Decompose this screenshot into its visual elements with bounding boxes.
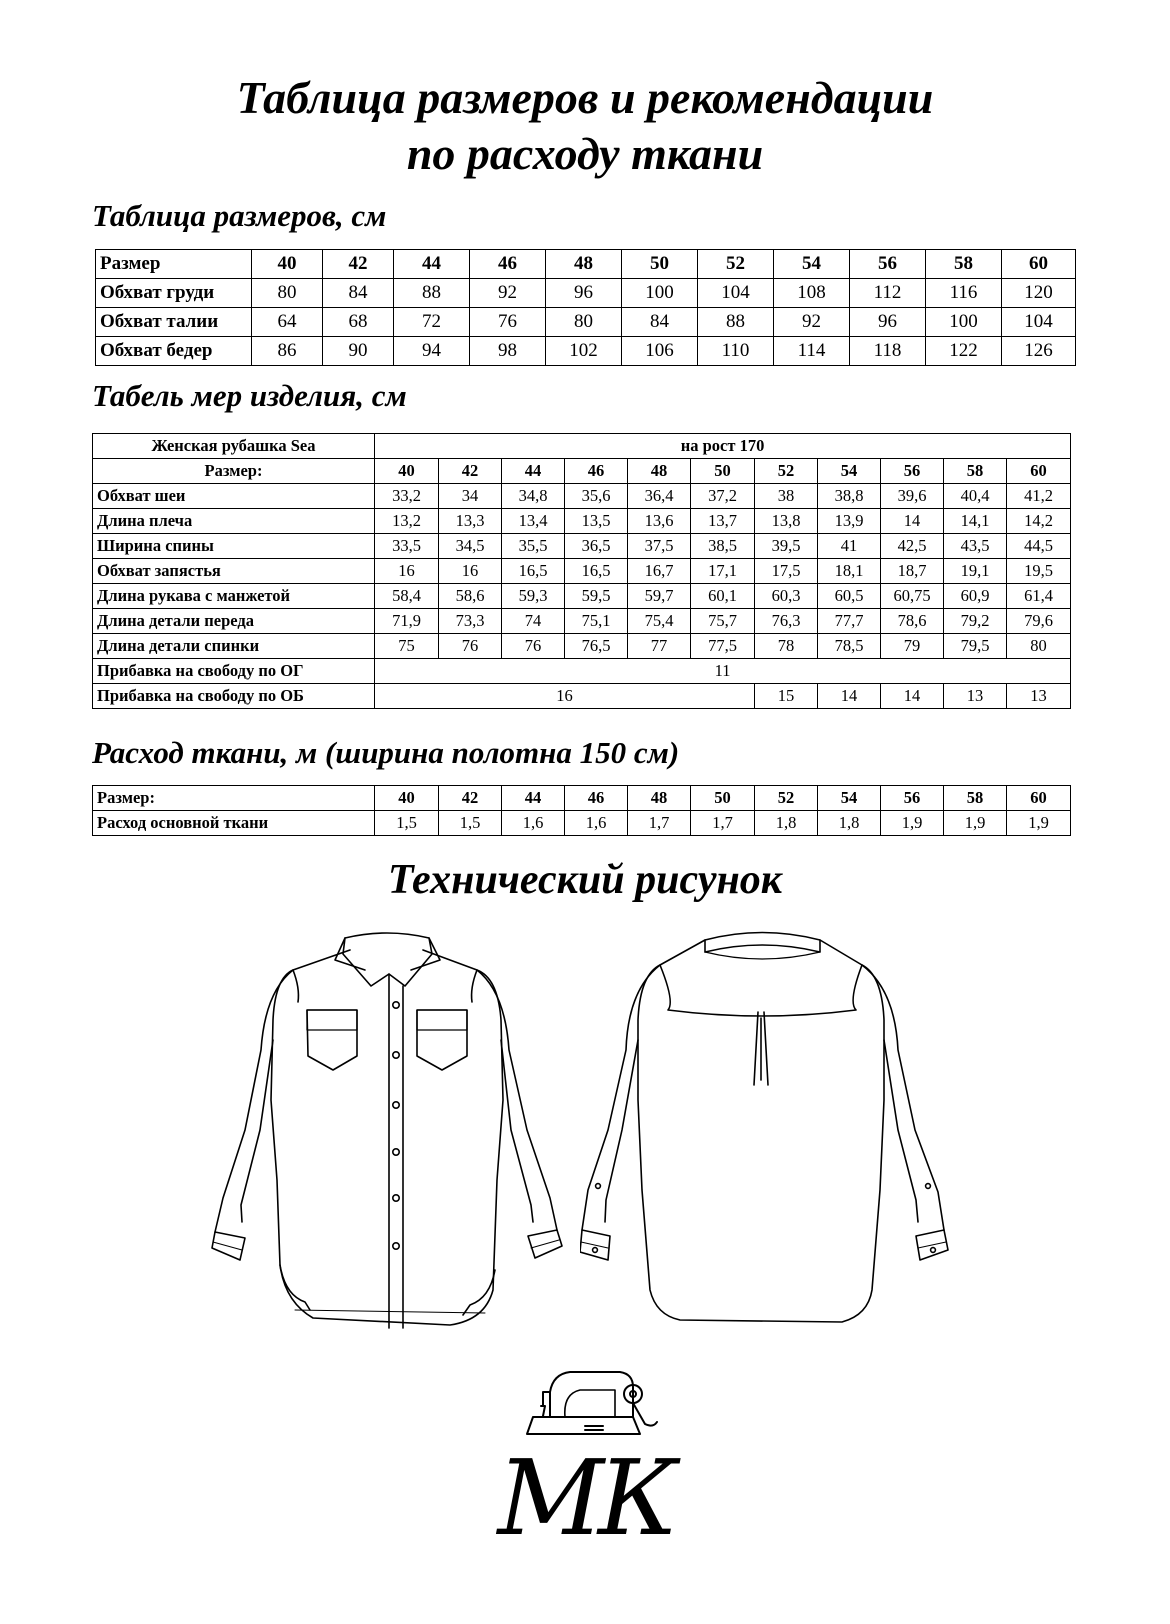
table-cell: 59,5: [565, 584, 628, 609]
row-label: Длина детали спинки: [93, 634, 375, 659]
table-cell: 58,4: [375, 584, 439, 609]
sewing-machine-icon: [525, 1362, 660, 1442]
table-cell: 102: [546, 337, 622, 366]
product-name: Женская рубашка Sea: [93, 434, 375, 459]
table-row: [93, 534, 1071, 559]
technical-drawing-heading: Технический рисунок: [387, 857, 783, 903]
merged-cell: 16: [375, 684, 755, 709]
table-cell: 80: [252, 279, 323, 308]
table-cell: 35,5: [502, 534, 565, 559]
table-cell: 60,5: [818, 584, 881, 609]
table-cell: 96: [546, 279, 622, 308]
table-cell: 75: [375, 634, 439, 659]
table-cell: 79,2: [944, 609, 1007, 634]
size-header-cell: 46: [565, 459, 628, 484]
table-cell: 40,4: [944, 484, 1007, 509]
table-cell: 75,7: [691, 609, 755, 634]
table-cell: 13,3: [439, 509, 502, 534]
size-header-cell: 48: [546, 250, 622, 279]
table-cell: 73,3: [439, 609, 502, 634]
table-cell: 68: [323, 308, 394, 337]
table-cell: 86: [252, 337, 323, 366]
table-cell: 17,5: [755, 559, 818, 584]
table-cell: 13,8: [755, 509, 818, 534]
size-header-cell: 40: [252, 250, 323, 279]
size-header-cell: 60: [1002, 250, 1076, 279]
table-cell: 76: [470, 308, 546, 337]
table-cell: 1,9: [881, 811, 944, 836]
row-label: Обхват бедер: [96, 337, 252, 366]
table-cell: 100: [926, 308, 1002, 337]
row-label: Прибавка на свободу по ОБ: [93, 684, 375, 709]
table-cell: 41: [818, 534, 881, 559]
table-cell: 104: [698, 279, 774, 308]
table-header-row: [93, 459, 1071, 484]
sizes-table: [95, 249, 1076, 366]
size-header-cell: 52: [755, 459, 818, 484]
table-cell: 14,1: [944, 509, 1007, 534]
table-cell: 79,5: [944, 634, 1007, 659]
table-header-row: [96, 250, 1076, 279]
table-cell: 60,75: [881, 584, 944, 609]
table-cell: 126: [1002, 337, 1076, 366]
size-header-cell: 40: [375, 459, 439, 484]
size-header-cell: 56: [881, 786, 944, 811]
table-cell: 14: [881, 509, 944, 534]
table-cell: 39,5: [755, 534, 818, 559]
table-cell: 88: [394, 279, 470, 308]
table-cell: 72: [394, 308, 470, 337]
table-header-row: [93, 786, 1071, 811]
table-cell: 17,1: [691, 559, 755, 584]
size-header-cell: 52: [698, 250, 774, 279]
table-row: [93, 634, 1071, 659]
row-label: Расход основной ткани: [93, 811, 375, 836]
size-header-cell: 42: [439, 786, 502, 811]
table-cell: 14,2: [1007, 509, 1071, 534]
table-cell: 33,2: [375, 484, 439, 509]
size-header-cell: 58: [944, 786, 1007, 811]
table-cell: 60,1: [691, 584, 755, 609]
table-cell: 59,7: [628, 584, 691, 609]
table-cell: 13,2: [375, 509, 439, 534]
garment-table-heading: Табель мер изделия, см: [92, 378, 407, 413]
size-header-cell: 44: [502, 786, 565, 811]
table-row: [96, 308, 1076, 337]
table-caption-row: [93, 434, 1071, 459]
table-cell: 38,8: [818, 484, 881, 509]
table-cell: 13,7: [691, 509, 755, 534]
merged-cell: 11: [375, 659, 1071, 684]
table-cell: 92: [470, 279, 546, 308]
size-header-cell: 42: [323, 250, 394, 279]
logo-monogram: МК: [497, 1437, 673, 1559]
table-row: [93, 484, 1071, 509]
size-header-cell: 54: [774, 250, 850, 279]
table-cell: 116: [926, 279, 1002, 308]
table-cell: 64: [252, 308, 323, 337]
table-cell: 16: [439, 559, 502, 584]
table-cell: 14: [818, 684, 881, 709]
table-cell: 79: [881, 634, 944, 659]
table-cell: 1,6: [502, 811, 565, 836]
table-row: [93, 509, 1071, 534]
table-cell: 13,4: [502, 509, 565, 534]
table-cell: 16: [375, 559, 439, 584]
table-cell: 106: [622, 337, 698, 366]
row-label: Ширина спины: [93, 534, 375, 559]
table-cell: 71,9: [375, 609, 439, 634]
size-header-cell: 50: [691, 459, 755, 484]
page-title-line2: по расходу ткани: [406, 128, 764, 179]
table-row: [93, 811, 1071, 836]
table-cell: 1,7: [628, 811, 691, 836]
table-cell: 39,6: [881, 484, 944, 509]
table-cell: 108: [774, 279, 850, 308]
size-header-cell: 48: [628, 786, 691, 811]
fabric-table-heading: Расход ткани, м (ширина полотна 150 см): [92, 735, 680, 770]
table-row: [93, 609, 1071, 634]
row-label: Обхват запястья: [93, 559, 375, 584]
table-cell: 74: [502, 609, 565, 634]
table-cell: 118: [850, 337, 926, 366]
table-cell: 98: [470, 337, 546, 366]
page-title-line1: Таблица размеров и рекомендации: [236, 72, 934, 123]
table-cell: 16,5: [565, 559, 628, 584]
table-cell: 76: [439, 634, 502, 659]
size-header-cell: 44: [394, 250, 470, 279]
table-cell: 44,5: [1007, 534, 1071, 559]
table-cell: 77,7: [818, 609, 881, 634]
table-cell: 100: [622, 279, 698, 308]
table-cell: 16,5: [502, 559, 565, 584]
shirt-back-drawing: [580, 930, 950, 1360]
row-label: Обхват шеи: [93, 484, 375, 509]
table-cell: 78,6: [881, 609, 944, 634]
size-header-cell: 58: [926, 250, 1002, 279]
size-header-cell: 58: [944, 459, 1007, 484]
table-cell: 1,5: [439, 811, 502, 836]
table-cell: 60,9: [944, 584, 1007, 609]
table-cell: 36,4: [628, 484, 691, 509]
table-cell: 1,7: [691, 811, 755, 836]
size-header-cell: 40: [375, 786, 439, 811]
table-cell: 76: [502, 634, 565, 659]
table-cell: 76,5: [565, 634, 628, 659]
table-cell: 13: [1007, 684, 1071, 709]
row-label: Обхват талии: [96, 308, 252, 337]
table-cell: 19,5: [1007, 559, 1071, 584]
table-cell: 42,5: [881, 534, 944, 559]
table-cell: 15: [755, 684, 818, 709]
table-cell: 19,1: [944, 559, 1007, 584]
row-label: Длина рукава с манжетой: [93, 584, 375, 609]
table-cell: 35,6: [565, 484, 628, 509]
table-cell: 37,2: [691, 484, 755, 509]
table-cell: 104: [1002, 308, 1076, 337]
size-header-cell: 60: [1007, 786, 1071, 811]
size-header-cell: 44: [502, 459, 565, 484]
table-cell: 78,5: [818, 634, 881, 659]
table-row: [96, 337, 1076, 366]
table-cell: 75,1: [565, 609, 628, 634]
table-row: [96, 279, 1076, 308]
table-cell: 1,9: [1007, 811, 1071, 836]
size-header-cell: 46: [470, 250, 546, 279]
table-cell: 13: [944, 684, 1007, 709]
table-row: [93, 559, 1071, 584]
table-row: [93, 684, 1071, 709]
table-cell: 75,4: [628, 609, 691, 634]
table-cell: 1,6: [565, 811, 628, 836]
table-cell: 94: [394, 337, 470, 366]
table-cell: 34,8: [502, 484, 565, 509]
table-cell: 1,5: [375, 811, 439, 836]
table-cell: 88: [698, 308, 774, 337]
table-cell: 122: [926, 337, 1002, 366]
size-header-cell: 52: [755, 786, 818, 811]
sizes-table-heading: Таблица размеров, см: [92, 198, 387, 233]
table-cell: 13,6: [628, 509, 691, 534]
table-cell: 36,5: [565, 534, 628, 559]
table-cell: 16,7: [628, 559, 691, 584]
table-cell: 37,5: [628, 534, 691, 559]
table-cell: 13,9: [818, 509, 881, 534]
table-cell: 1,8: [755, 811, 818, 836]
table-cell: 14: [881, 684, 944, 709]
row-label: Длина детали переда: [93, 609, 375, 634]
size-header-cell: 54: [818, 459, 881, 484]
table-cell: 96: [850, 308, 926, 337]
table-cell: 1,9: [944, 811, 1007, 836]
table-cell: 34: [439, 484, 502, 509]
table-cell: 79,6: [1007, 609, 1071, 634]
table-cell: 13,5: [565, 509, 628, 534]
table-cell: 1,8: [818, 811, 881, 836]
table-cell: 41,2: [1007, 484, 1071, 509]
table-row: [93, 584, 1071, 609]
table-cell: 76,3: [755, 609, 818, 634]
table-cell: 110: [698, 337, 774, 366]
table-cell: 78: [755, 634, 818, 659]
size-header-cell: 56: [881, 459, 944, 484]
table-cell: 90: [323, 337, 394, 366]
size-header-cell: 42: [439, 459, 502, 484]
height-label: на рост 170: [375, 434, 1071, 459]
table-cell: 92: [774, 308, 850, 337]
table-cell: 84: [323, 279, 394, 308]
table-cell: 77: [628, 634, 691, 659]
table-cell: 60,3: [755, 584, 818, 609]
size-header-cell: 50: [622, 250, 698, 279]
fabric-consumption-table: [92, 785, 1071, 836]
table-cell: 80: [1007, 634, 1071, 659]
size-header-cell: 56: [850, 250, 926, 279]
shirt-front-drawing: [205, 930, 575, 1360]
table-cell: 112: [850, 279, 926, 308]
table-cell: 58,6: [439, 584, 502, 609]
garment-measurements-table: [92, 433, 1071, 709]
size-header-cell: 48: [628, 459, 691, 484]
table-cell: 38,5: [691, 534, 755, 559]
table-cell: 43,5: [944, 534, 1007, 559]
table-cell: 18,7: [881, 559, 944, 584]
table-cell: 80: [546, 308, 622, 337]
table-cell: 38: [755, 484, 818, 509]
row-label: Прибавка на свободу по ОГ: [93, 659, 375, 684]
size-label: Размер:: [93, 459, 375, 484]
table-row: [93, 659, 1071, 684]
table-cell: 61,4: [1007, 584, 1071, 609]
row-label: Длина плеча: [93, 509, 375, 534]
table-cell: 59,3: [502, 584, 565, 609]
row-label: Обхват груди: [96, 279, 252, 308]
size-header-cell: 46: [565, 786, 628, 811]
table-cell: 18,1: [818, 559, 881, 584]
row-label: Размер:: [93, 786, 375, 811]
table-cell: 33,5: [375, 534, 439, 559]
size-header-cell: 60: [1007, 459, 1071, 484]
table-cell: 77,5: [691, 634, 755, 659]
table-cell: 34,5: [439, 534, 502, 559]
table-cell: 84: [622, 308, 698, 337]
size-header-cell: 54: [818, 786, 881, 811]
table-cell: 114: [774, 337, 850, 366]
size-header-cell: 50: [691, 786, 755, 811]
table-cell: 120: [1002, 279, 1076, 308]
row-label: Размер: [96, 250, 252, 279]
